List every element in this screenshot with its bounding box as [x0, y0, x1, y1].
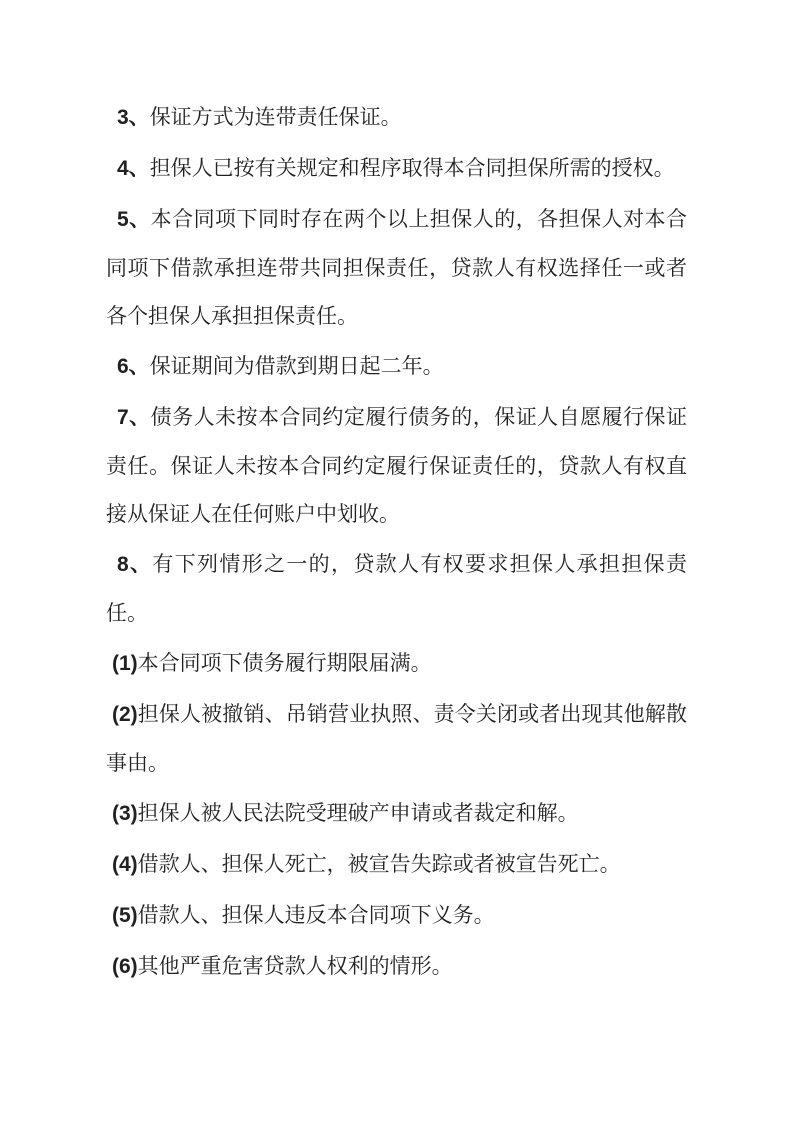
- contract-clause: [106, 93, 687, 142]
- contract-clause: [106, 690, 687, 787]
- clause-text: 保证方式为连带责任保证。: [149, 105, 402, 129]
- contract-clause: [106, 144, 687, 193]
- clause-text: 借款人、担保人死亡，被宣告失踪或者被宣告死亡。: [137, 852, 621, 876]
- clause-marker: (6): [112, 955, 138, 978]
- clause-marker: (2): [112, 703, 138, 726]
- clause-text: 债务人未按本合同约定履行债务的，保证人自愿履行保证责任。保证人未按本合同约定履行保证责任的，贷款人有权直接从保证人在任何账户中划收。: [106, 405, 688, 526]
- clause-marker: 6、: [117, 355, 150, 378]
- clause-marker: (1): [112, 652, 138, 675]
- clause-text: 担保人被撤销、吊销营业执照、责令关闭或者出现其他解散事由。: [106, 702, 687, 775]
- clause-marker: 4、: [117, 157, 150, 180]
- clause-text: 保证期间为借款到期日起二年。: [149, 354, 444, 378]
- contract-clause: [106, 840, 687, 889]
- clause-marker: 3、: [117, 106, 150, 129]
- clause-marker: 8、: [117, 553, 153, 576]
- contract-clause: [106, 540, 687, 637]
- clause-text: 其他严重危害贷款人权利的情形。: [137, 954, 453, 978]
- clause-marker: 5、: [117, 208, 151, 231]
- clause-text: 担保人被人民法院受理破产申请或者裁定和解。: [137, 801, 579, 825]
- document-body: [106, 93, 687, 991]
- clause-text: 本合同项下债务履行期限届满。: [137, 651, 432, 675]
- clause-text: 担保人已按有关规定和程序取得本合同担保所需的授权。: [149, 156, 675, 180]
- contract-clause: [106, 789, 687, 838]
- clause-text: 借款人、担保人违反本合同项下义务。: [137, 903, 495, 927]
- clause-marker: (5): [112, 904, 138, 927]
- clause-marker: 7、: [117, 406, 151, 429]
- contract-clause: [106, 639, 687, 688]
- clause-text: 有下列情形之一的，贷款人有权要求担保人承担担保责任。: [106, 552, 688, 625]
- clause-marker: (4): [112, 853, 138, 876]
- contract-clause: [106, 342, 687, 391]
- contract-clause: [106, 891, 687, 940]
- clause-text: 本合同项下同时存在两个以上担保人的，各担保人对本合同项下借款承担连带共同担保责任，贷款人有权选择任一或者各个担保人承担担保责任。: [106, 207, 688, 328]
- contract-clause: [106, 195, 687, 340]
- clause-marker: (3): [112, 802, 138, 825]
- contract-clause: [106, 942, 687, 991]
- contract-clause: [106, 393, 687, 538]
